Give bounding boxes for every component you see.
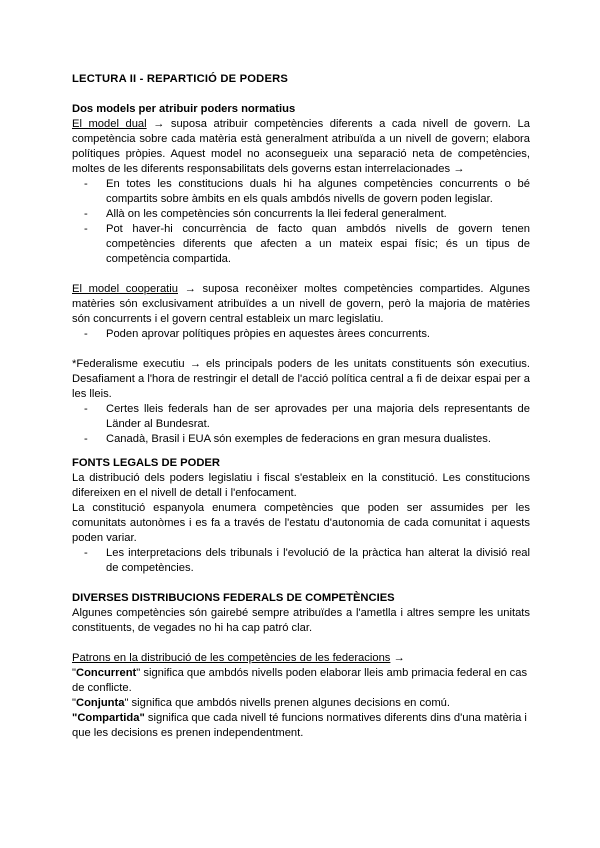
definition-compartida (72, 711, 530, 741)
paragraph-distributions: Algunes competències són gairebé sempre atribuïdes a l'ametlla i altres sempre les unitats constituents, de vegades no hi ha cap patró clar. (72, 607, 530, 634)
cooperative-model-list (72, 327, 530, 342)
dual-model-list (72, 177, 530, 267)
list-item: - Certes lleis federals han de ser aprovades per una majoria dels representants de Länder al Bundesrat. (106, 402, 530, 432)
list-item: - Poden aprovar polítiques pròpies en aquestes àrees concurrents. (106, 327, 530, 342)
legal-sources-list (72, 546, 530, 576)
term-conjunta: Conjunta (75, 697, 125, 709)
paragraph-dual-model (72, 117, 530, 177)
term-compartida: Compartida (77, 712, 140, 724)
paragraph-cooperative-model (72, 282, 530, 327)
page-title: LECTURA II - REPARTICIÓ DE PODERS (72, 73, 289, 85)
section-heading-distributions: DIVERSES DISTRIBUCIONS FEDERALS DE COMPETÈNCIES (72, 592, 395, 604)
list-item: - Pot haver-hi concurrència de facto quan ambdós nivells de govern tenen competències diferents que afecten a un mateix espai físic; és un tipus de competència compartida. (106, 222, 530, 267)
section-heading-legal-sources: FONTS LEGALS DE PODER (72, 457, 220, 469)
paragraph-executive-federalism: *Federalisme executiu → els principals poders de les unitats constituents són executius. Desafiament a l'hora de restringir el detall de l'acció política central a fi de deixar espai per a les lleis. (72, 358, 530, 400)
quote: " (136, 667, 141, 679)
paragraph-legal-sources-2: La constitució espanyola enumera competències que poden ser assumides per les comunitats autonòmes i es fa a través de l'estatu d'autonomia de cada comunitat i aquests poden variar. (72, 502, 530, 544)
list-item: - Canadà, Brasil i EUA són exemples de federacions en gran mesura dualistes. (106, 432, 530, 447)
dual-model-text: → suposa atribuir competències diferents a cada nivell de govern. La competència sobre cada matèria està generalment atribuïda a un nivell de govern; elabora polítiques pròpies. Aquest model no aconsegueix una separació neta de competències, moltes de les diferents responsabilitats dels governs estan interrelacionades → (72, 118, 530, 175)
patterns-line (72, 651, 530, 666)
definition-text: significa que ambdós nivells prenen algunes decisions en comú. (128, 697, 450, 709)
cooperative-model-text: → suposa reconèixer moltes competències compartides. Algunes matèries són exclusivament atribuïdes a un nivell de govern, però la majoria de matèries són concurrents i el govern central estableix un marc legislatiu. (72, 283, 530, 325)
list-item: - Allà on les competències són concurrents la llei federal generalment. (106, 207, 530, 222)
term-concurrent: Concurrent (75, 667, 137, 679)
term-dual-model: El model dual (72, 118, 147, 130)
list-item: - En totes les constitucions duals hi ha algunes competències concurrents o bé compartits sobre àmbits en els quals ambdós nivells de govern poden legislar. (106, 177, 530, 207)
definition-concurrent (72, 666, 530, 696)
quote: " (72, 697, 76, 709)
executive-federalism-list (72, 402, 530, 447)
definition-text: significa que cada nivell té funcions normatives diferents dins d'una matèria i que les decisions es prenen independentment. (72, 712, 527, 739)
patterns-arrow: → (390, 652, 405, 664)
quote: " (124, 697, 129, 709)
list-item: - Les interpretacions dels tribunals i l'evolució de la pràctica han alterat la divisió real de competències. (106, 546, 530, 576)
quote: " (139, 712, 145, 724)
quote: " (72, 667, 76, 679)
section-heading-models: Dos models per atribuir poders normatius (72, 103, 296, 115)
definition-conjunta (72, 696, 530, 711)
definition-text: significa que ambdós nivells poden elaborar lleis amb primacia federal en cas de conflicte. (72, 667, 528, 694)
patterns-heading: Patrons en la distribució de les competències de les federacions (72, 652, 391, 664)
term-cooperative-model: El model cooperatiu (72, 283, 178, 295)
document-page (72, 72, 530, 741)
paragraph-legal-sources-1: La distribució dels poders legislatiu i fiscal s'estableix en la constitució. Les constitucions difereixen en el nivell de detall i l'enfocament. (72, 472, 530, 499)
quote: " (72, 712, 78, 724)
